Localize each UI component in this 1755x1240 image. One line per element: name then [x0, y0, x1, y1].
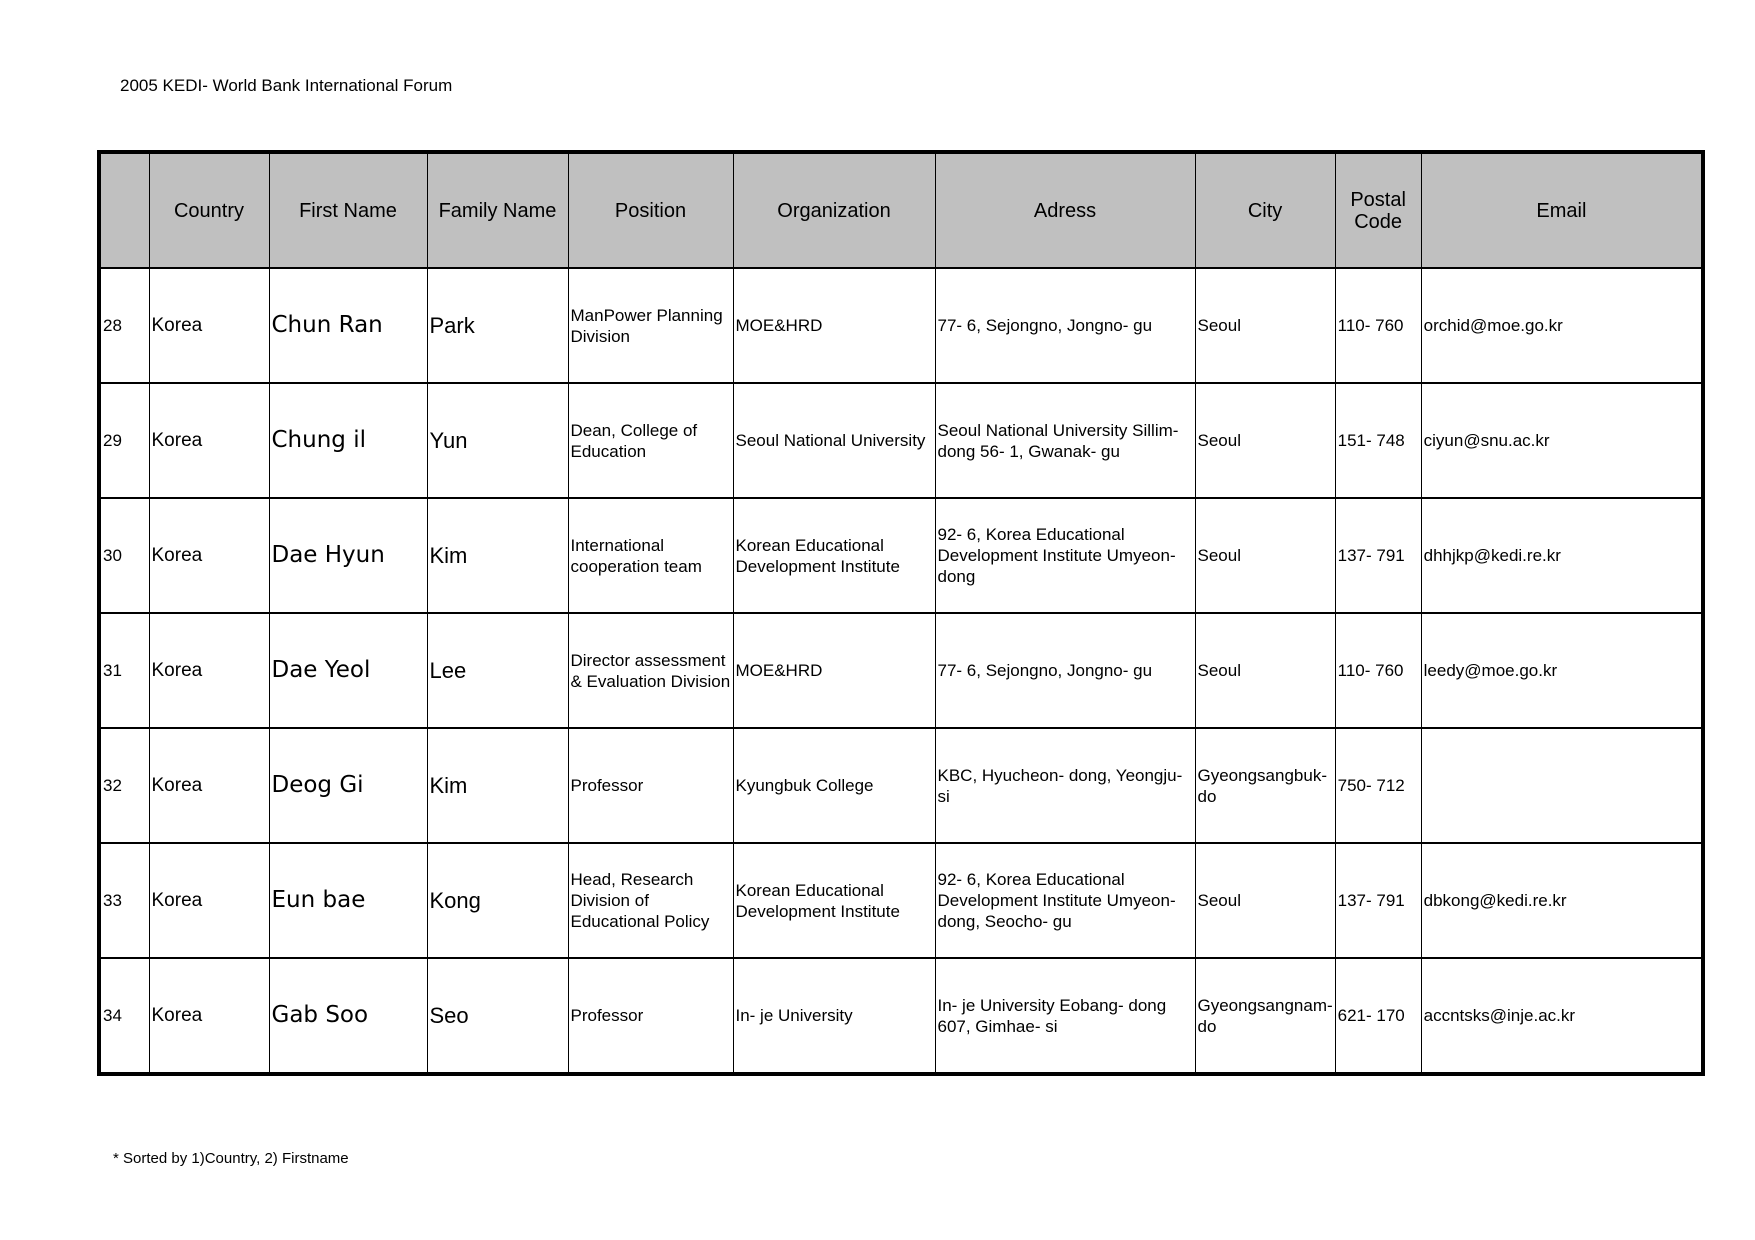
table-row	[99, 958, 1703, 1074]
postal-code-cell: 151- 748	[1335, 383, 1421, 498]
first-name-cell: Eun bae	[269, 843, 427, 958]
postal-code-cell: 110- 760	[1335, 613, 1421, 728]
first-name-cell: Chung il	[269, 383, 427, 498]
city-cell: Seoul	[1195, 843, 1335, 958]
table-row	[99, 728, 1703, 843]
column-header-organization: Organization	[733, 152, 935, 268]
position-cell: Professor	[568, 728, 733, 843]
country-cell: Korea	[149, 498, 269, 613]
address-cell: 92- 6, Korea Educational Development Institute Umyeon-dong, Seocho- gu	[935, 843, 1195, 958]
city-cell: Seoul	[1195, 498, 1335, 613]
row-number: 28	[99, 268, 149, 383]
column-header-position: Position	[568, 152, 733, 268]
column-header-first-name: First Name	[269, 152, 427, 268]
city-cell: Gyeongsangbuk- do	[1195, 728, 1335, 843]
organization-cell: In- je University	[733, 958, 935, 1074]
organization-cell: MOE&HRD	[733, 613, 935, 728]
sort-footnote: * Sorted by 1)Country, 2) Firstname	[113, 1150, 349, 1167]
position-cell: ManPower Planning Division	[568, 268, 733, 383]
column-header-city: City	[1195, 152, 1335, 268]
address-cell: 77- 6, Sejongno, Jongno- gu	[935, 613, 1195, 728]
email-cell: dhhjkp@kedi.re.kr	[1421, 498, 1703, 613]
row-number: 29	[99, 383, 149, 498]
email-cell: ciyun@snu.ac.kr	[1421, 383, 1703, 498]
organization-cell: Korean Educational Development Institute	[733, 843, 935, 958]
address-cell: 92- 6, Korea Educational Development Institute Umyeon-dong	[935, 498, 1195, 613]
position-cell: Director assessment & Evaluation Division	[568, 613, 733, 728]
country-cell: Korea	[149, 843, 269, 958]
family-name-cell: Lee	[427, 613, 568, 728]
position-cell: Professor	[568, 958, 733, 1074]
family-name-cell: Kim	[427, 498, 568, 613]
column-header-country: Country	[149, 152, 269, 268]
country-cell: Korea	[149, 383, 269, 498]
table-row	[99, 613, 1703, 728]
email-cell: leedy@moe.go.kr	[1421, 613, 1703, 728]
address-cell: In- je University Eobang- dong 607, Gimhae- si	[935, 958, 1195, 1074]
email-cell: orchid@moe.go.kr	[1421, 268, 1703, 383]
organization-cell: Seoul National University	[733, 383, 935, 498]
postal-code-cell: 621- 170	[1335, 958, 1421, 1074]
postal-code-cell: 137- 791	[1335, 498, 1421, 613]
first-name-cell: Gab Soo	[269, 958, 427, 1074]
row-number: 32	[99, 728, 149, 843]
row-number: 33	[99, 843, 149, 958]
country-cell: Korea	[149, 728, 269, 843]
row-number: 31	[99, 613, 149, 728]
document-title: 2005 KEDI- World Bank International Forum	[120, 76, 453, 95]
table-row	[99, 498, 1703, 613]
organization-cell: Kyungbuk College	[733, 728, 935, 843]
table-row	[99, 383, 1703, 498]
first-name-cell: Chun Ran	[269, 268, 427, 383]
table-row	[99, 843, 1703, 958]
column-header-family-name: Family Name	[427, 152, 568, 268]
first-name-cell: Deog Gi	[269, 728, 427, 843]
city-cell: Seoul	[1195, 613, 1335, 728]
family-name-cell: Seo	[427, 958, 568, 1074]
column-header-postal-code: Postal Code	[1335, 152, 1421, 268]
family-name-cell: Yun	[427, 383, 568, 498]
table-row	[99, 268, 1703, 383]
address-cell: Seoul National University Sillim-dong 56- 1, Gwanak- gu	[935, 383, 1195, 498]
first-name-cell: Dae Hyun	[269, 498, 427, 613]
participants-table	[97, 150, 1705, 1076]
table-header-row	[99, 152, 1703, 268]
column-header-address: Adress	[935, 152, 1195, 268]
country-cell: Korea	[149, 613, 269, 728]
organization-cell: MOE&HRD	[733, 268, 935, 383]
country-cell: Korea	[149, 958, 269, 1074]
city-cell: Seoul	[1195, 268, 1335, 383]
family-name-cell: Kim	[427, 728, 568, 843]
position-cell: International cooperation team	[568, 498, 733, 613]
address-cell: KBC, Hyucheon- dong, Yeongju- si	[935, 728, 1195, 843]
city-cell: Gyeongsangnam- do	[1195, 958, 1335, 1074]
organization-cell: Korean Educational Development Institute	[733, 498, 935, 613]
postal-code-cell: 750- 712	[1335, 728, 1421, 843]
row-number: 34	[99, 958, 149, 1074]
city-cell: Seoul	[1195, 383, 1335, 498]
column-header-email: Email	[1421, 152, 1703, 268]
email-cell: dbkong@kedi.re.kr	[1421, 843, 1703, 958]
position-cell: Head, Research Division of Educational Policy	[568, 843, 733, 958]
family-name-cell: Park	[427, 268, 568, 383]
email-cell: accntsks@inje.ac.kr	[1421, 958, 1703, 1074]
address-cell: 77- 6, Sejongno, Jongno- gu	[935, 268, 1195, 383]
postal-code-cell: 137- 791	[1335, 843, 1421, 958]
first-name-cell: Dae Yeol	[269, 613, 427, 728]
row-number: 30	[99, 498, 149, 613]
position-cell: Dean, College of Education	[568, 383, 733, 498]
postal-code-cell: 110- 760	[1335, 268, 1421, 383]
family-name-cell: Kong	[427, 843, 568, 958]
country-cell: Korea	[149, 268, 269, 383]
column-header-number	[99, 152, 149, 268]
email-cell	[1421, 728, 1703, 843]
